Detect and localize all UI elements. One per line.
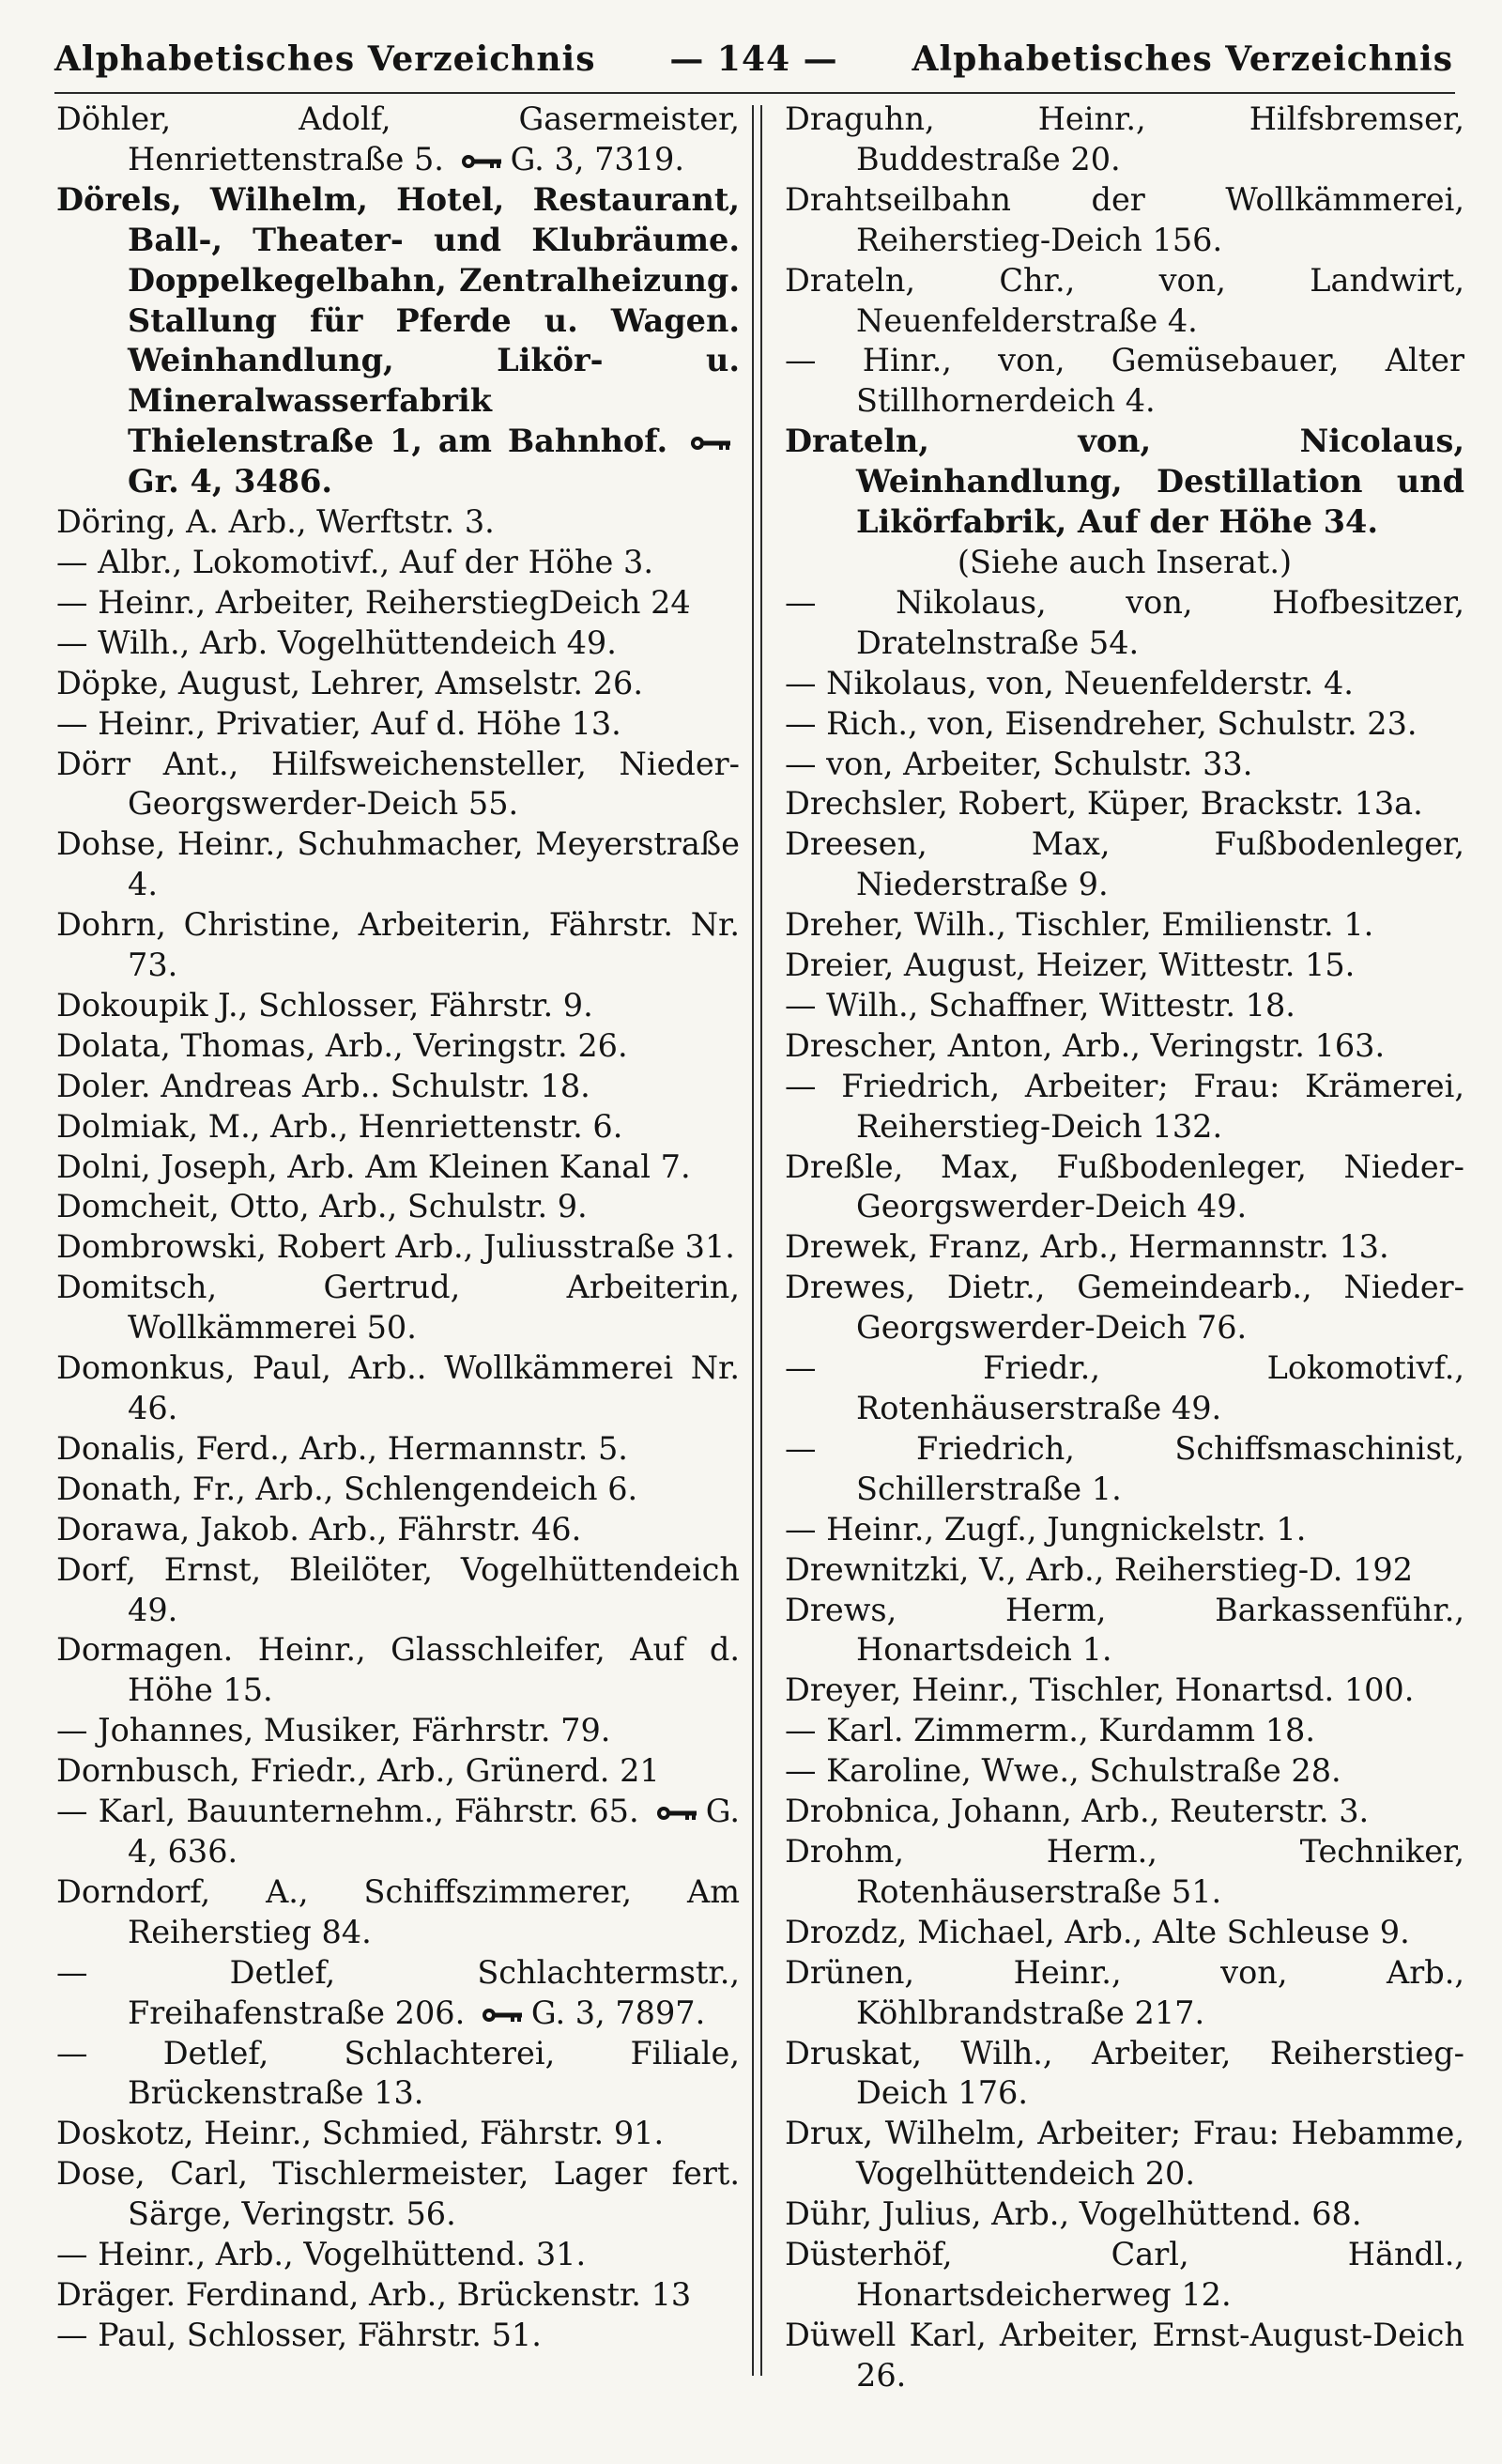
running-title-right: Alphabetisches Verzeichnis <box>912 39 1453 79</box>
entry-text: Dräger. Ferdinand, Arb., Brückenstr. 13 <box>56 2275 692 2313</box>
entry-text: Drobnica, Johann, Arb., Reuterstr. 3. <box>785 1793 1370 1830</box>
entry-note <box>785 543 1464 583</box>
directory-entry <box>56 1630 740 1711</box>
entry-text: Drohm, Herm., Techniker, Rotenhäuserstraße 51. <box>785 1832 1464 1910</box>
entry-text: Düwell Karl, Arbeiter, Ernst-August-Deich 26. <box>785 2316 1464 2394</box>
directory-entry <box>56 1872 740 1953</box>
left-column <box>56 100 740 2356</box>
directory-entry <box>785 1913 1464 1953</box>
entry-text: — Rich., von, Eisendreher, Schulstr. 23. <box>785 704 1418 742</box>
directory-entry <box>56 905 740 986</box>
entry-text: Dokoupik J., Schlosser, Fährstr. 9. <box>56 986 593 1024</box>
entry-text: Drozdz, Michael, Arb., Alte Schleuse 9. <box>785 1913 1410 1950</box>
running-title-left: Alphabetisches Verzeichnis <box>54 39 596 79</box>
directory-entry <box>56 1268 740 1348</box>
directory-entry <box>56 2034 740 2115</box>
entry-text: Dombrowski, Robert Arb., Juliusstraße 31. <box>56 1228 735 1266</box>
entry-text: Dormagen. Heinr., Glasschleifer, Auf d. Höhe 15. <box>56 1631 740 1709</box>
directory-entry <box>785 2034 1464 2115</box>
directory-entry <box>56 502 740 543</box>
entry-text: Domcheit, Otto, Arb., Schulstr. 9. <box>56 1188 588 1225</box>
entry-text: — Albr., Lokomotivf., Auf der Höhe 3. <box>56 543 653 580</box>
telephone-key-icon <box>481 2007 526 2024</box>
directory-entry <box>56 583 740 624</box>
entry-text: — Detlef, Schlachterei, Filiale, Brückenstraße 13. <box>56 2034 740 2112</box>
directory-entry <box>785 784 1464 824</box>
directory-entry <box>56 745 740 825</box>
entry-text: Dohse, Heinr., Schuhmacher, Meyerstraße 4. <box>56 825 740 903</box>
entry-text: Druskat, Wilh., Arbeiter, Reiherstieg-Deich 176. <box>785 2034 1464 2112</box>
entry-text: — Heinr., Zugf., Jungnickelstr. 1. <box>785 1510 1307 1548</box>
column-divider-left <box>752 105 754 2376</box>
entry-text: Drateln, von, Nicolaus, Weinhandlung, Destillation und Likörfabrik, Auf der Höhe 34. <box>785 423 1464 541</box>
entry-text: Dorf, Ernst, Bleilöter, Vogelhüttendeich 49. <box>56 1550 740 1628</box>
directory-entry <box>785 905 1464 946</box>
directory-entry <box>785 1268 1464 1348</box>
directory-entry <box>56 624 740 664</box>
entry-text: Dose, Carl, Tischlermeister, Lager fert. Särge, Veringstr. 56. <box>56 2155 740 2233</box>
entry-text: — Wilh., Schaffner, Wittestr. 18. <box>785 986 1295 1024</box>
directory-entry <box>785 1147 1464 1228</box>
directory-entry <box>56 2114 740 2154</box>
entry-text: Drewek, Franz, Arb., Hermannstr. 13. <box>785 1228 1389 1266</box>
entry-text: Dornbusch, Friedr., Arb., Grünerd. 21 <box>56 1752 660 1790</box>
entry-text: Döpke, August, Lehrer, Amselstr. 26. <box>56 664 644 701</box>
directory-entry <box>785 1026 1464 1067</box>
entry-text: Doskotz, Heinr., Schmied, Fährstr. 91. <box>56 2115 665 2152</box>
telephone-key-icon <box>689 435 734 452</box>
entry-text: Drünen, Heinr., von, Arb., Köhlbrandstraße 217. <box>785 1953 1464 2031</box>
directory-entry <box>56 1187 740 1227</box>
directory-entry <box>785 422 1464 543</box>
entry-text: — Karoline, Wwe., Schulstraße 28. <box>785 1752 1341 1790</box>
telephone-number: G. 3, 7897. <box>530 1994 706 2031</box>
entry-text: Dreier, August, Heizer, Wittestr. 15. <box>785 947 1356 984</box>
telephone-key-icon <box>655 1805 700 1822</box>
entry-text: — von, Arbeiter, Schulstr. 33. <box>785 745 1253 782</box>
directory-entry <box>56 1107 740 1147</box>
entry-text: Dorawa, Jakob. Arb., Fährstr. 46. <box>56 1510 582 1548</box>
directory-entry <box>56 1227 740 1268</box>
entry-text: Dörr Ant., Hilfsweichensteller, Nieder-Georgswerder-Deich 55. <box>56 745 740 823</box>
directory-entry <box>785 1671 1464 1711</box>
entry-text: — Nikolaus, von, Hofbesitzer, Dratelnstraße 54. <box>785 583 1464 661</box>
directory-entry <box>56 986 740 1026</box>
entry-text: Döhler, Adolf, Gasermeister, Henriettenstraße 5. <box>56 100 740 177</box>
directory-entry <box>56 1429 740 1470</box>
directory-entry <box>56 704 740 745</box>
directory-entry <box>785 261 1464 342</box>
directory-entry <box>56 1792 740 1872</box>
entry-text: — Nikolaus, von, Neuenfelderstr. 4. <box>785 664 1354 701</box>
directory-entry <box>785 1711 1464 1751</box>
directory-entry <box>56 1953 740 2034</box>
directory-entry <box>56 824 740 905</box>
directory-entry <box>785 664 1464 704</box>
directory-entry <box>785 824 1464 905</box>
directory-entry <box>56 1470 740 1510</box>
entry-text: Drahtseilbahn der Wollkämmerei, Reiherstieg-Deich 156. <box>785 180 1464 258</box>
directory-entry <box>56 543 740 583</box>
entry-text: (Siehe auch Inserat.) <box>957 543 1293 580</box>
directory-entry <box>785 1348 1464 1429</box>
directory-entry <box>56 1348 740 1429</box>
entry-text: Drechsler, Robert, Küper, Brackstr. 13a. <box>785 785 1423 823</box>
entry-text: Drescher, Anton, Arb., Veringstr. 163. <box>785 1026 1386 1064</box>
directory-entry <box>56 1147 740 1188</box>
entry-text: Düsterhöf, Carl, Händl., Honartsdeicherweg 12. <box>785 2236 1464 2313</box>
directory-entry <box>56 100 740 180</box>
directory-entry <box>785 2194 1464 2235</box>
entry-text: — Hinr., von, Gemüsebauer, Alter Stillhornerdeich 4. <box>785 342 1464 420</box>
directory-entry <box>785 704 1464 745</box>
directory-entry <box>785 1953 1464 2034</box>
entry-text: Dorndorf, A., Schiffszimmerer, Am Reiherstieg 84. <box>56 1872 740 1950</box>
entry-text: — Karl. Zimmerm., Kurdamm 18. <box>785 1712 1316 1749</box>
directory-entry <box>785 1751 1464 1792</box>
entry-text: Dreyer, Heinr., Tischler, Honartsd. 100. <box>785 1671 1415 1709</box>
directory-entry <box>785 2316 1464 2396</box>
entry-text: Dreher, Wilh., Tischler, Emilienstr. 1. <box>785 906 1374 944</box>
telephone-number: G. 3, 7319. <box>510 140 684 177</box>
telephone-number: G. 4, 636. <box>128 1793 740 1870</box>
directory-entry <box>56 2235 740 2275</box>
entry-text: Dreesen, Max, Fußbodenleger, Niederstraße 9. <box>785 825 1464 903</box>
directory-entry <box>785 1510 1464 1550</box>
entry-text: — Friedrich, Schiffsmaschinist, Schillerstraße 1. <box>785 1429 1464 1507</box>
directory-entry <box>56 1067 740 1107</box>
entry-text: Drewes, Dietr., Gemeindearb., Nieder-Georgswerder-Deich 76. <box>785 1269 1464 1347</box>
directory-entry <box>56 2275 740 2316</box>
entry-text: Döring, A. Arb., Werftstr. 3. <box>56 503 495 541</box>
entry-text: — Friedr., Lokomotivf., Rotenhäuserstraße 49. <box>785 1349 1464 1426</box>
directory-entry <box>56 2316 740 2356</box>
directory-entry <box>785 583 1464 664</box>
column-divider-right <box>760 105 762 2376</box>
directory-entry <box>785 1591 1464 1671</box>
entry-text: Doler. Andreas Arb.. Schulstr. 18. <box>56 1067 590 1104</box>
entry-text: Drux, Wilhelm, Arbeiter; Frau: Hebamme, Vogelhüttendeich 20. <box>785 2115 1464 2193</box>
entry-text: — Heinr., Arbeiter, ReiherstiegDeich 24 <box>56 583 691 621</box>
directory-entry <box>785 1429 1464 1510</box>
telephone-key-icon <box>460 153 505 170</box>
entry-text: — Heinr., Arb., Vogelhüttend. 31. <box>56 2236 587 2273</box>
directory-entry <box>56 1026 740 1067</box>
entry-text: Dörels, Wilhelm, Hotel, Restaurant, Ball-, Theater- und Klubräume. Doppelkegelbahn, Zentralheizung. Stallung für Pferde u. Wagen. Weinhandlung, Likör- u. Mineralwasserfabrik Thielenstraße 1, am Bahnhof. <box>56 180 740 460</box>
directory-entry <box>56 2154 740 2235</box>
directory-entry <box>785 1832 1464 1913</box>
entry-text: — Johannes, Musiker, Färhrstr. 79. <box>56 1712 611 1749</box>
entry-text: — Wilh., Arb. Vogelhüttendeich 49. <box>56 624 617 661</box>
right-column <box>785 100 1464 2396</box>
entry-text: Dohrn, Christine, Arbeiterin, Fährstr. Nr. 73. <box>56 906 740 984</box>
entry-text: Dreßle, Max, Fußbodenleger, Nieder-Georgswerder-Deich 49. <box>785 1147 1464 1225</box>
directory-entry <box>785 1550 1464 1591</box>
entry-text: Donath, Fr., Arb., Schlengendeich 6. <box>56 1470 638 1507</box>
directory-entry <box>56 1550 740 1631</box>
directory-entry <box>785 2235 1464 2316</box>
entry-text: Domonkus, Paul, Arb.. Wollkämmerei Nr. 46. <box>56 1349 740 1426</box>
directory-entry <box>785 2114 1464 2194</box>
directory-entry <box>785 100 1464 180</box>
entry-text: — Karl, Bauunternehm., Fährstr. 65. <box>56 1793 650 1830</box>
entry-text: Dolni, Joseph, Arb. Am Kleinen Kanal 7. <box>56 1147 691 1185</box>
entry-text: Dolmiak, M., Arb., Henriettenstr. 6. <box>56 1107 623 1145</box>
directory-entry <box>56 664 740 704</box>
directory-entry <box>785 341 1464 422</box>
directory-entry <box>56 180 740 502</box>
entry-text: Drews, Herm, Barkassenführ., Honartsdeich 1. <box>785 1591 1464 1669</box>
directory-entry <box>56 1510 740 1550</box>
entry-text: — Detlef, Schlachtermstr., Freihafenstraße 206. <box>56 1953 740 2031</box>
entry-text: Donalis, Ferd., Arb., Hermannstr. 5. <box>56 1429 628 1467</box>
entry-text: Draguhn, Heinr., Hilfsbremser, Buddestraße 20. <box>785 100 1464 177</box>
directory-entry <box>785 1227 1464 1268</box>
telephone-number: Gr. 4, 3486. <box>128 463 333 500</box>
header-rule <box>54 92 1455 94</box>
directory-entry <box>785 946 1464 986</box>
entry-text: Dolata, Thomas, Arb., Veringstr. 26. <box>56 1026 628 1064</box>
directory-entry <box>785 745 1464 785</box>
entry-text: Drewnitzki, V., Arb., Reiherstieg-D. 192 <box>785 1550 1414 1588</box>
entry-text: Dühr, Julius, Arb., Vogelhüttend. 68. <box>785 2195 1362 2233</box>
directory-entry <box>785 986 1464 1026</box>
directory-entry <box>785 180 1464 261</box>
directory-entry <box>785 1067 1464 1147</box>
directory-entry <box>785 1792 1464 1832</box>
entry-text: Drateln, Chr., von, Landwirt, Neuenfelderstraße 4. <box>785 261 1464 339</box>
page-number: — 144 — <box>669 39 838 79</box>
entry-text: — Heinr., Privatier, Auf d. Höhe 13. <box>56 704 621 742</box>
page-header <box>54 32 1453 88</box>
entry-text: — Friedrich, Arbeiter; Frau: Krämerei, Reiherstieg-Deich 132. <box>785 1067 1464 1145</box>
entry-text: — Paul, Schlosser, Fährstr. 51. <box>56 2316 542 2353</box>
directory-entry <box>56 1751 740 1792</box>
entry-text: Domitsch, Gertrud, Arbeiterin, Wollkämmerei 50. <box>56 1269 740 1347</box>
directory-entry <box>56 1711 740 1751</box>
